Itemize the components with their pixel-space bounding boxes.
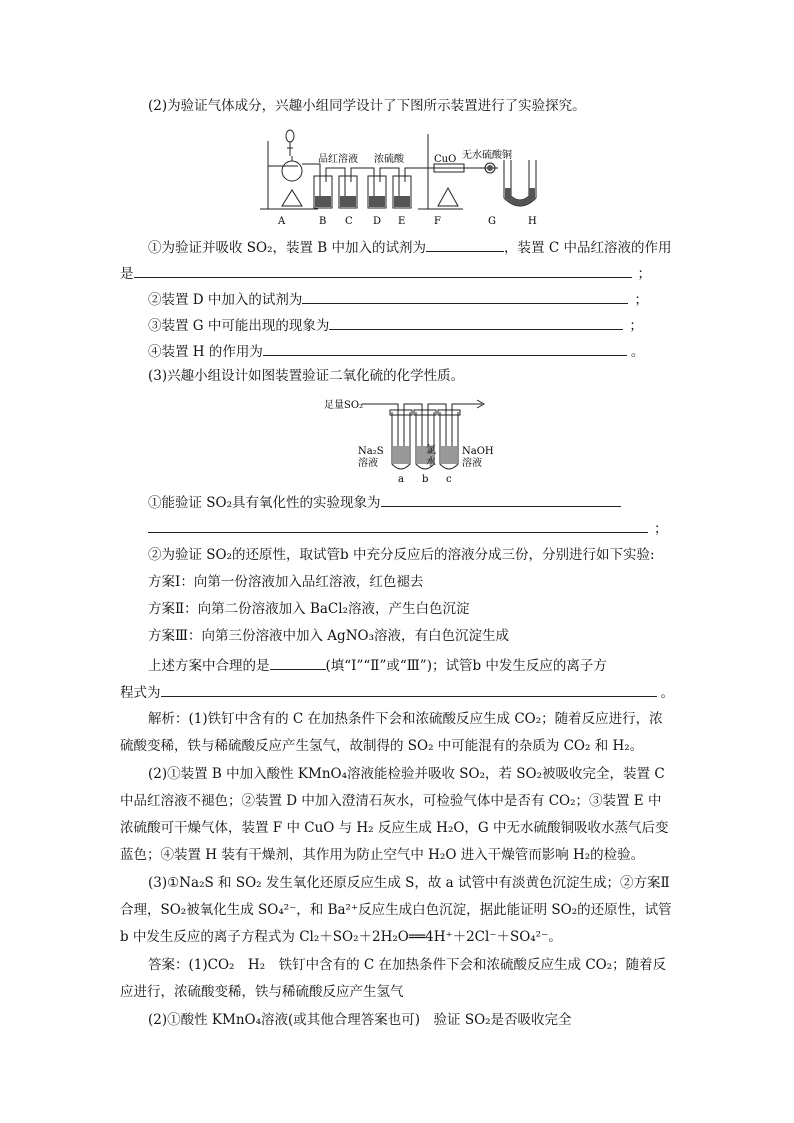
letter-e: E [398, 216, 406, 227]
analysis-p1-l1: 解析：(1)铁钉中含有的 C 在加热条件下会和浓硫酸反应生成 CO₂；随着反应进行，浓 [148, 711, 663, 727]
q3-plan2: 方案Ⅱ：向第二份溶液加入 BaCl₂溶液，产生白色沉淀 [148, 601, 470, 617]
q3-sub1-semicolon: ； [654, 521, 668, 537]
q2-sub2-text: ②装置 D 中加入的试剂为 [148, 292, 303, 308]
q2-sub4-blank[interactable] [263, 341, 627, 356]
q2-sub4-text: ④装置 H 的作用为 [148, 344, 263, 360]
analysis-p3-l1: (3)①Na₂S 和 SO₂ 发生氧化还原反应生成 S，故 a 试管中有淡黄色沉淀生成；②方案Ⅱ [148, 875, 670, 891]
naoh-label-2: 溶液 [462, 458, 482, 469]
analysis-p2-l2: 中品红溶液不褪色；②装置 D 中加入澄清石灰水，可检验气体中是否有 CO₂；③装置 E 中 [120, 793, 662, 809]
q2-sub2-blank[interactable] [302, 289, 628, 304]
label-wushui: 无水硫酸铜 [462, 150, 512, 161]
chlorine-water-label-2: 水 [426, 457, 436, 468]
q2-sub1-blank-c[interactable] [134, 263, 632, 278]
q2-sub4-line [148, 341, 644, 361]
test-tube-figure [322, 394, 502, 484]
q3-plan3: 方案Ⅲ：向第三份溶液中加入 AgNO₃溶液，有白色沉淀生成 [148, 628, 509, 644]
tube-a-label: a [398, 474, 404, 484]
na2s-label: Na₂S [358, 446, 384, 457]
q2-sub1-text-c: 是 [120, 266, 134, 282]
analysis-p3-l2: 合理，SO₂被氧化生成 SO₄²⁻，和 Ba²⁺反应生成白色沉淀，据此能证明 SO₂的还原性，试管 [120, 902, 672, 918]
answer-a1-l1: 答案：(1)CO₂ H₂ 铁钉中含有的 C 在加热条件下会和浓硫酸反应生成 CO₂；随着反 [148, 957, 667, 973]
analysis-p1-l2: 硫酸变稀，铁与稀硫酸反应产生氢气，故制得的 SO₂ 中可能混有的杂质为 CO₂ 和 H₂。 [120, 738, 644, 754]
letter-c: C [345, 216, 353, 227]
label-nongliusuan: 浓硫酸 [374, 154, 404, 165]
q2-sub2-line [148, 289, 648, 309]
q3-ask-blank[interactable] [270, 655, 326, 670]
q3-ask-a: 上述方案中合理的是 [148, 658, 270, 674]
q2-sub3-blank[interactable] [329, 315, 623, 330]
label-cuo: CuO [434, 154, 457, 165]
naoh-label: NaOH [462, 446, 494, 457]
q2-sub3-line [148, 315, 643, 335]
q3-ask-period: 。 [660, 685, 674, 701]
q2-sub2-semicolon: ； [634, 292, 648, 308]
letter-h: H [528, 216, 537, 227]
answer-a1-l2: 应进行，浓硫酸变稀，铁与稀硫酸反应产生氢气 [120, 984, 404, 1000]
q2-intro: (2)为验证气体成分，兴趣小组同学设计了下图所示装置进行了实验探究。 [148, 98, 586, 114]
letter-f: F [434, 216, 441, 227]
q3-ask-line2 [120, 682, 674, 702]
q3-ask-blank2[interactable] [161, 682, 657, 697]
analysis-p2-l3: 浓硫酸可干燥气体，装置 F 中 CuO 与 H₂ 反应生成 H₂O，G 中无水硫酸铜吸收水蒸气后变 [120, 820, 669, 836]
q3-sub1-blank[interactable] [381, 492, 621, 507]
q2-sub1-blank-b[interactable] [426, 237, 504, 252]
answer-a2-l1: (2)①酸性 KMnO₄溶液(或其他合理答案也可) 验证 SO₂是否吸收完全 [148, 1012, 572, 1028]
letter-a: A [278, 216, 286, 227]
q2-sub4-period: 。 [630, 344, 645, 360]
q2-sub3-text: ③装置 G 中可能出现的现象为 [148, 318, 330, 334]
inlet-label: 足量SO₂ [324, 400, 364, 411]
letter-g: G [488, 216, 496, 227]
na2s-label-2: 溶液 [358, 458, 378, 469]
q3-sub2: ②为验证 SO₂的还原性，取试管b 中充分反应后的溶液分成三份，分别进行如下实验: [148, 547, 655, 563]
analysis-p3-l3: b 中发生反应的离子方程式为 Cl₂＋SO₂＋2H₂O══4H⁺＋2Cl⁻＋SO₄²⁻。 [120, 929, 562, 945]
q2-sub1-line2 [120, 263, 651, 283]
q3-ask-b: (填“Ⅰ”“Ⅱ”或“Ⅲ”)；试管b 中发生反应的离子方 [325, 658, 607, 674]
q3-ask-c: 程式为 [120, 685, 161, 701]
q3-intro: (3)兴趣小组设计如图装置验证二氧化硫的化学性质。 [148, 368, 465, 384]
chlorine-water-label-1: 氯 [426, 445, 436, 456]
q3-sub1-text: ①能验证 SO₂具有氧化性的实验现象为 [148, 495, 381, 511]
label-pinhong: 品红溶液 [318, 154, 358, 165]
q2-sub1-text-b: ，装置 C 中品红溶液的作用 [504, 240, 672, 256]
tube-b-label: b [422, 474, 429, 484]
letter-d: D [373, 216, 382, 227]
apparatus-figure [258, 126, 553, 230]
tube-c-label: c [446, 474, 452, 484]
q3-ask-line [148, 655, 607, 675]
q2-sub3-semicolon: ； [629, 318, 643, 334]
q2-sub1-line [148, 237, 671, 257]
q2-sub1-text-a: ①为验证并吸收 SO₂，装置 B 中加入的试剂为 [148, 240, 427, 256]
q2-sub1-semicolon: ； [637, 266, 651, 282]
letter-b: B [319, 216, 327, 227]
q3-plan1: 方案Ⅰ：向第一份溶液加入品红溶液，红色褪去 [148, 574, 424, 590]
q3-sub1-blank2[interactable] [148, 518, 648, 533]
q3-sub1-line [148, 492, 621, 512]
q3-sub1-line2 [148, 518, 668, 538]
analysis-p2-l4: 蓝色；④装置 H 装有干燥剂，其作用为防止空气中 H₂O 进入干燥管而影响 H₂的检验。 [120, 847, 645, 863]
analysis-p2-l1: (2)①装置 B 中加入酸性 KMnO₄溶液能检验并吸收 SO₂，若 SO₂被吸收完全，装置 C [148, 766, 665, 782]
